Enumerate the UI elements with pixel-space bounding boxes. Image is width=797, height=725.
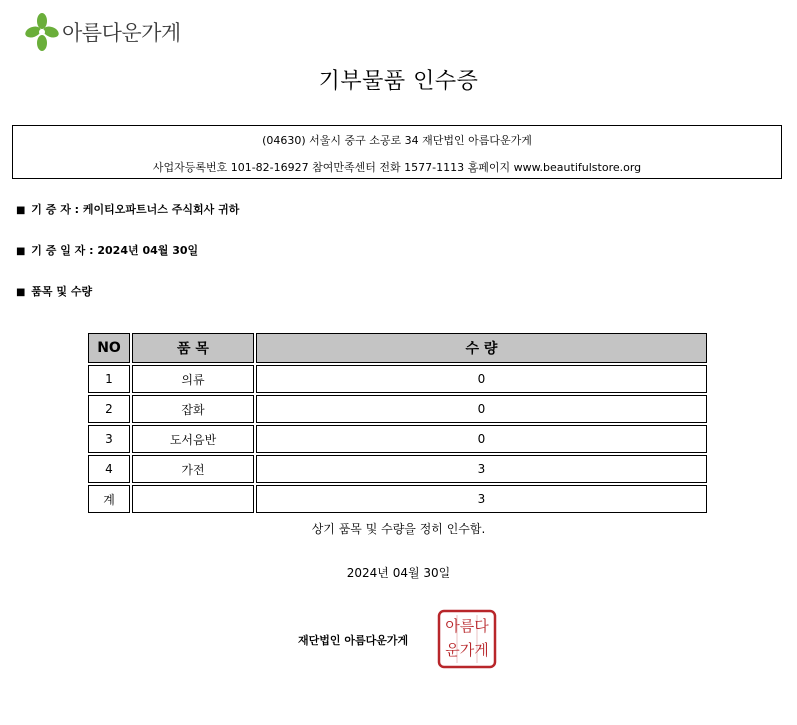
items-table (86, 331, 709, 515)
row-no: 3 (88, 425, 130, 453)
table-row (88, 365, 707, 393)
items-heading-label: 품목 및 수량 (31, 285, 93, 298)
signer-name: 재단법인 아름다운가게 (298, 634, 409, 647)
items-heading (16, 283, 92, 299)
total-quantity: 3 (256, 485, 707, 513)
page-title: 기부물품 인수증 (318, 69, 479, 94)
confirmation-text: 상기 품목 및 수량을 정히 인수함. (311, 522, 486, 536)
donation-date-field (16, 242, 198, 258)
logo-text: 아름다운가게 (62, 21, 181, 45)
row-item: 잡화 (132, 395, 254, 423)
issuer-info-box (12, 125, 782, 179)
donation-date-value: 2024년 04월 30일 (97, 244, 199, 257)
leaf-logo-icon (24, 12, 60, 52)
row-no: 2 (88, 395, 130, 423)
row-item: 의류 (132, 365, 254, 393)
row-quantity: 0 (256, 395, 707, 423)
issuer-contact: 사업자등록번호 101-82-16927 참여만족센터 전화 1577-1113 홈페이지 www.beautifulstore.org (152, 161, 642, 174)
donor-field (16, 201, 239, 217)
table-row (88, 455, 707, 483)
svg-text:운가게: 운가게 (445, 641, 489, 659)
table-row (88, 425, 707, 453)
header-quantity: 수 량 (256, 333, 707, 363)
issuer-address: (04630) 서울시 중구 소공로 34 재단법인 아름다운가게 (262, 134, 532, 147)
header-no: NO (88, 333, 130, 363)
donor-value: 케이티오파트너스 주식회사 귀하 (82, 203, 240, 216)
row-quantity: 3 (256, 455, 707, 483)
table-row (88, 395, 707, 423)
bullet-square-icon: ■ (16, 287, 26, 298)
total-label: 계 (88, 485, 130, 513)
row-no: 1 (88, 365, 130, 393)
issue-date: 2024년 04월 30일 (346, 566, 451, 580)
table-header-row (88, 333, 707, 363)
row-item: 도서음반 (132, 425, 254, 453)
row-item: 가전 (132, 455, 254, 483)
row-quantity: 0 (256, 425, 707, 453)
official-seal-icon (437, 609, 497, 669)
row-quantity: 0 (256, 365, 707, 393)
total-item (132, 485, 254, 513)
svg-text:아름다: 아름다 (445, 617, 489, 635)
header-item: 품 목 (132, 333, 254, 363)
donation-date-label: 기 증 일 자 : (31, 244, 94, 257)
table-total-row (88, 485, 707, 513)
row-no: 4 (88, 455, 130, 483)
donor-label: 기 증 자 : (31, 203, 80, 216)
bullet-square-icon: ■ (16, 205, 26, 216)
logo (24, 12, 181, 52)
bullet-square-icon: ■ (16, 246, 26, 257)
